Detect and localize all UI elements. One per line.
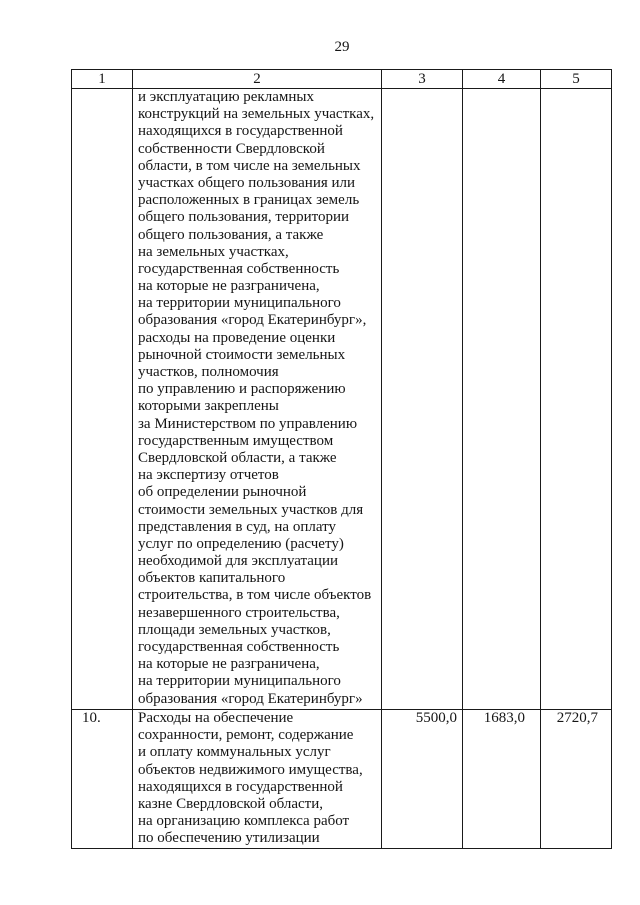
- row-number-cell: 10.: [72, 710, 133, 849]
- header-cell-col2: 2: [133, 70, 382, 89]
- header-cell-col1: 1: [72, 70, 133, 89]
- description-line: и эксплуатацию рекламных: [138, 89, 314, 105]
- description-line: необходимой для эксплуатации: [138, 553, 339, 570]
- description-line: Свердловской области, а также: [138, 449, 337, 466]
- description-line: находящихся в государственной: [138, 778, 343, 795]
- description-cell: [133, 89, 382, 710]
- description-cell: [133, 710, 382, 849]
- description-line: конструкций на земельных участках,: [138, 106, 375, 123]
- description-line: казне Свердловской области,: [138, 795, 324, 812]
- description-line: Расходы на обеспечение: [138, 710, 294, 726]
- header-cell-col3: 3: [382, 70, 463, 89]
- table-row: [72, 710, 612, 849]
- description-line: объектов капитального: [138, 570, 286, 587]
- budget-table: [71, 69, 612, 849]
- description-line: образования «город Екатеринбург»,: [138, 312, 367, 329]
- description-line: на территории муниципального: [138, 673, 341, 690]
- header-cell-col4: 4: [463, 70, 541, 89]
- description-line: участков, полномочия: [138, 364, 279, 380]
- table-header-row: [72, 70, 612, 89]
- value-cell-col3: 5500,0: [382, 710, 463, 849]
- description-line: по обеспечению утилизации: [138, 830, 320, 847]
- description-line: расположенных в границах земель: [138, 192, 360, 209]
- description-line: на экспертизу отчетов: [138, 467, 279, 484]
- description-line: которыми закреплены: [138, 398, 279, 415]
- header-cell-col5: 5: [541, 70, 612, 89]
- description-line: услуг по определению (расчету): [138, 535, 344, 552]
- description-line: расходы на проведение оценки: [138, 329, 336, 346]
- description-line: на территории муниципального: [138, 295, 341, 312]
- description-line: государственным имуществом: [138, 432, 334, 449]
- table-row: [72, 89, 612, 710]
- description-line: находящихся в государственной: [138, 123, 343, 140]
- description-line: собственности Свердловской: [138, 140, 325, 157]
- value-cell-col3: [382, 89, 463, 710]
- description-line: на которые не разграничена,: [138, 656, 320, 673]
- description-line: и оплату коммунальных услуг: [138, 744, 331, 761]
- description-line: площади земельных участков,: [138, 621, 331, 638]
- description-line: незавершенного строительства,: [138, 604, 340, 621]
- row-number-cell: [72, 89, 133, 710]
- description-line: общего пользования, территории: [138, 209, 350, 226]
- description-line: образования «город Екатеринбург»: [138, 690, 363, 707]
- value-cell-col4: [463, 89, 541, 710]
- description-line: области, в том числе на земельных: [138, 157, 361, 174]
- description-line: государственная собственность: [138, 639, 340, 655]
- description-line: общего пользования, а также: [138, 226, 324, 243]
- description-line: стоимости земельных участков для: [138, 501, 364, 518]
- description-line: рыночной стоимости земельных: [138, 346, 346, 363]
- value-cell-col5: [541, 89, 612, 710]
- description-line: за Министерством по управлению: [138, 415, 358, 432]
- value-cell-col5: 2720,7: [541, 710, 612, 849]
- description-line: участках общего пользования или: [138, 174, 356, 191]
- description-line: объектов недвижимого имущества,: [138, 761, 363, 778]
- description-line: представления в суд, на оплату: [138, 518, 336, 535]
- description-line: об определении рыночной: [138, 484, 307, 501]
- description-line: на организацию комплекса работ: [138, 813, 350, 830]
- description-line: на земельных участках,: [138, 243, 289, 260]
- page-number: 29: [334, 39, 350, 55]
- description-line: по управлению и распоряжению: [138, 381, 346, 398]
- description-line: строительства, в том числе объектов: [138, 587, 372, 604]
- value-cell-col4: 1683,0: [463, 710, 541, 849]
- description-line: на которые не разграничена,: [138, 278, 320, 295]
- description-line: государственная собственность: [138, 260, 340, 277]
- description-line: сохранности, ремонт, содержание: [138, 727, 354, 744]
